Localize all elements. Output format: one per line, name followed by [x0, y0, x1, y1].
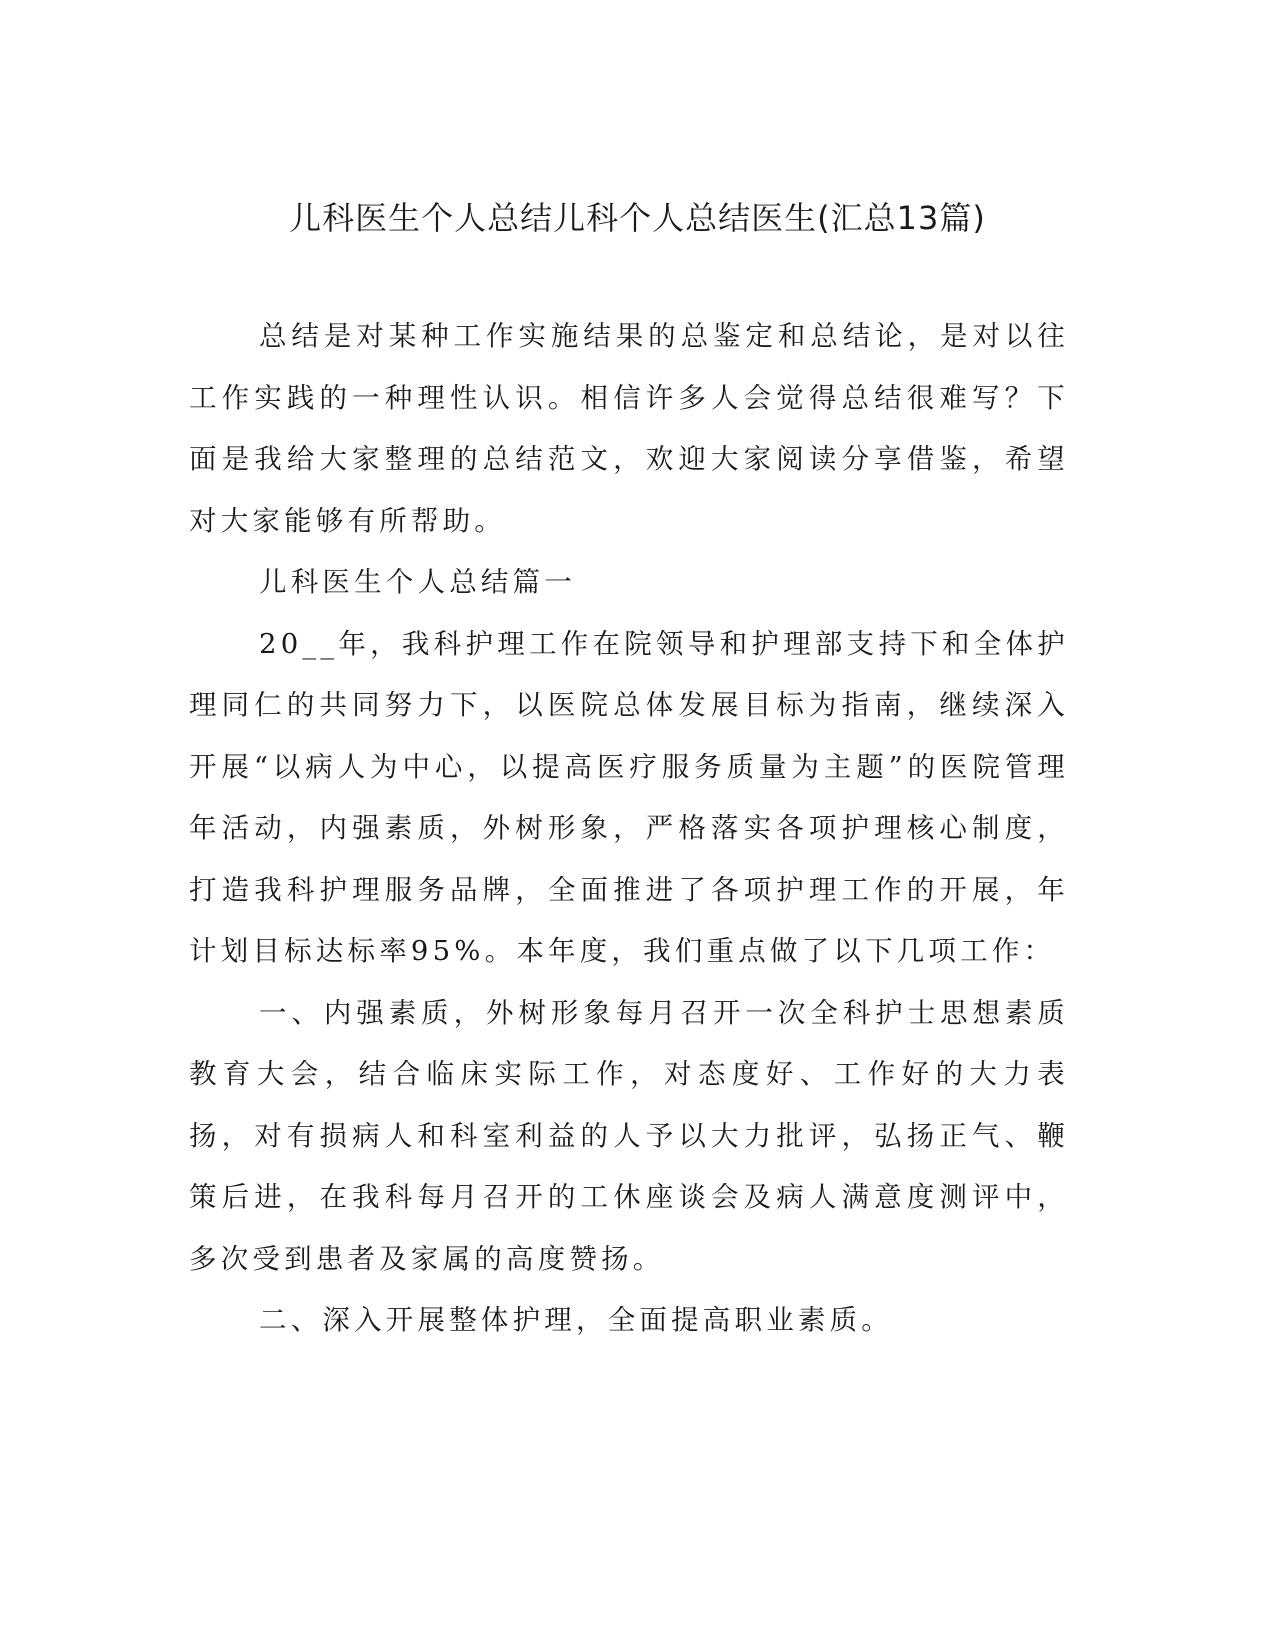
intro-paragraph: 总结是对某种工作实施结果的总鉴定和总结论，是对以往工作实践的一种理性认识。相信许多人会觉得总结很难写？下面是我给大家整理的总结范文，欢迎大家阅读分享借鉴，希望对大家能够有所帮助。	[189, 320, 1069, 537]
document-body	[189, 306, 1069, 1352]
document-title: 儿科医生个人总结儿科个人总结医生(汇总13篇)	[289, 199, 986, 237]
body-paragraph-annual-work: 20__年，我科护理工作在院领导和护理部支持下和全体护理同仁的共同努力下，以医院总体发展目标为指南，继续深入开展“以病人为中心，以提高医疗服务质量为主题”的医院管理年活动，内强素质，外树形象，严格落实各项护理核心制度，打造我科护理服务品牌，全面推进了各项护理工作的开展，年计划目标达标率95%。本年度，我们重点做了以下几项工作：	[189, 627, 1069, 967]
body-paragraph-point-two: 二、深入开展整体护理，全面提高职业素质。	[259, 1304, 893, 1336]
body-paragraph-point-one: 一、内强素质，外树形象每月召开一次全科护士思想素质教育大会，结合临床实际工作，对态度好、工作好的大力表扬，对有损病人和科室利益的人予以大力批评，弘扬正气、鞭策后进，在我科每月召开的工休座谈会及病人满意度测评中，多次受到患者及家属的高度赞扬。	[189, 996, 1069, 1275]
section-heading-part-one: 儿科医生个人总结篇一	[259, 566, 576, 598]
